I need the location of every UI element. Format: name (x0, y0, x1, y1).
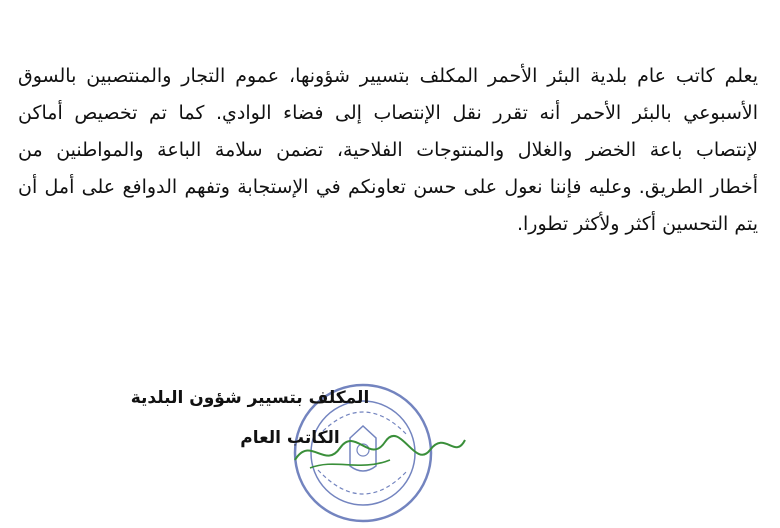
letter-line-2: الأسبوعي بالبئر الأحمر أنه تقرر نقل الإنتصاب إلى فضاء الوادي. كما تم تخصيص أماكن (18, 102, 758, 124)
letter-line-3: لإنتصاب باعة الخضر والغلال والمنتوجات الفلاحية، تضمن سلامة الباعة والمواطنين من (18, 139, 758, 161)
letter-body (18, 58, 758, 243)
letter-line-4: أخطار الطريق. وعليه فإننا نعول على حسن تعاونكم في الإستجابة وتفهم الدوافع على أمل أن (18, 176, 758, 198)
signature-title: المكلف بتسيير شؤون البلدية (130, 388, 370, 408)
letter-line-5: يتم التحسين أكثر ولأكثر تطورا. (516, 213, 758, 235)
signature-block (130, 378, 370, 458)
signature-role: الكاتب العام (240, 428, 340, 448)
letter-line-1: يعلم كاتب عام بلدية البئر الأحمر المكلف بتسيير شؤونها، عموم التجار والمنتصبين بالسوق (18, 65, 758, 87)
